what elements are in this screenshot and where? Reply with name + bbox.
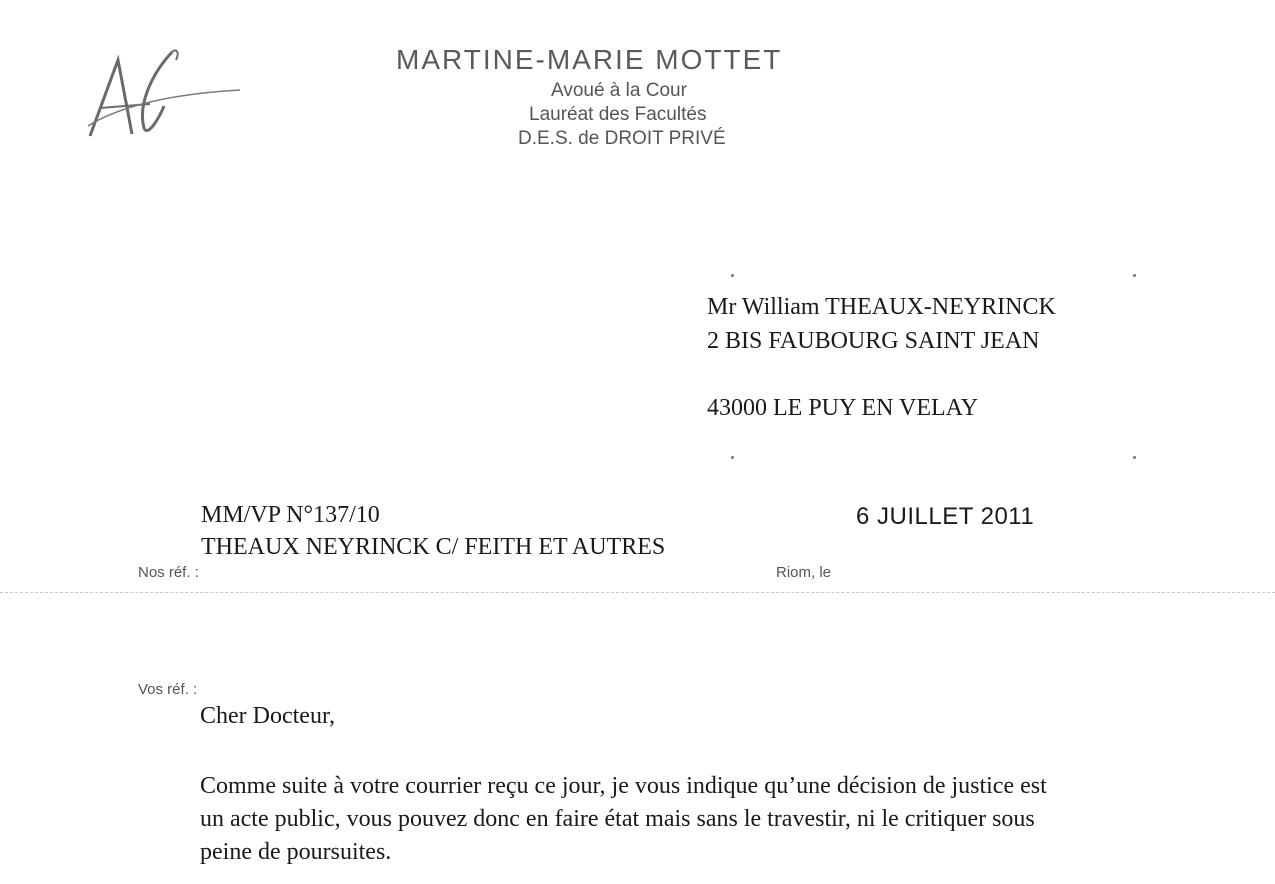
recipient-street: 2 BIS FAUBOURG SAINT JEAN xyxy=(707,328,1040,354)
letterhead-title: Avoué à la Cour xyxy=(551,80,687,101)
signature-logo-icon xyxy=(80,46,250,146)
letterhead-name: MARTINE-MARIE MOTTET xyxy=(396,44,783,75)
reference-code: MM/VP N°137/10 xyxy=(201,502,380,528)
reference-case: THEAUX NEYRINCK C/ FEITH ET AUTRES xyxy=(201,534,666,560)
divider xyxy=(0,592,1275,593)
recipient-city: 43000 LE PUY EN VELAY xyxy=(707,395,979,421)
body-line-2: un acte public, vous pouvez donc en faire état mais sans le travestir, ni le critiquer sous xyxy=(200,806,1035,832)
body-line-3: peine de poursuites. xyxy=(200,839,392,865)
window-corner-mark xyxy=(1133,456,1136,459)
vos-ref-label: Vos réf. : xyxy=(138,681,198,698)
salutation: Cher Docteur, xyxy=(200,703,335,729)
body-line-1: Comme suite à votre courrier reçu ce jour, je vous indique qu’une décision de justice est xyxy=(200,773,1047,799)
window-corner-mark xyxy=(1133,274,1136,277)
letterhead-diploma: D.E.S. de DROIT PRIVÉ xyxy=(518,128,726,149)
recipient-name: Mr William THEAUX-NEYRINCK xyxy=(707,294,1056,320)
nos-ref-label: Nos réf. : xyxy=(138,564,199,581)
window-corner-mark xyxy=(731,274,734,277)
place-label: Riom, le xyxy=(776,564,832,581)
letter-date: 6 JUILLET 2011 xyxy=(856,503,1035,530)
letterhead-degree: Lauréat des Facultés xyxy=(529,104,707,125)
window-corner-mark xyxy=(731,456,734,459)
